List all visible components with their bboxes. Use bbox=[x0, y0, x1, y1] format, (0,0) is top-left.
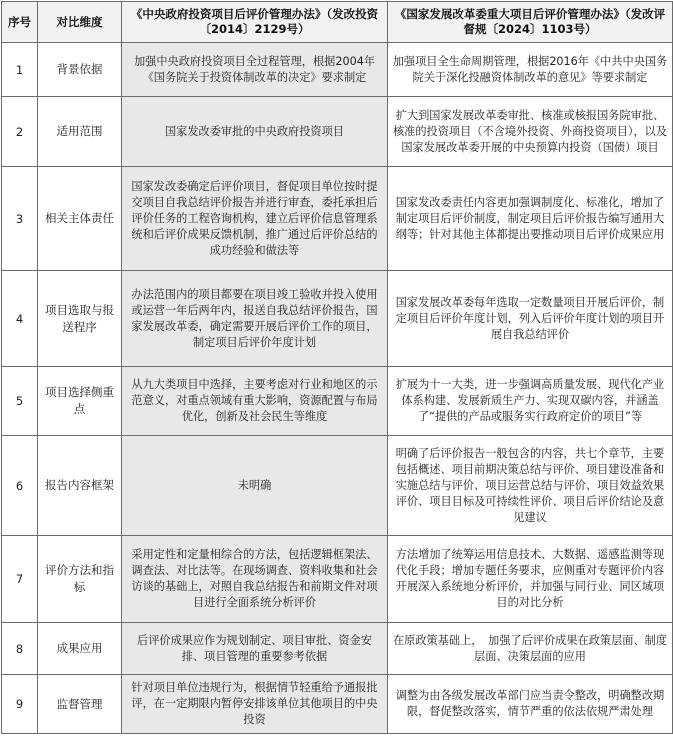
table-row bbox=[2, 623, 673, 675]
header-doc-a: 《中央政府投资项目后评价管理办法》（发改投资〔2014〕2129号） bbox=[122, 2, 388, 43]
row-number: 9 bbox=[2, 675, 38, 734]
header-dimension: 对比维度 bbox=[38, 2, 122, 43]
row-dimension: 评价方法和指标 bbox=[38, 536, 122, 623]
row-doc-a-text: 办法范围内的项目都要在项目竣工验收并投入使用或运营一年后两年内，报送自我总结评价报告，国家发展改革委，确定需要开展后评价工作的项目，制定项目后评价年度计划 bbox=[122, 271, 388, 367]
row-doc-b-text: 方法增加了统筹运用信息技术、大数据、遥感监测等现代化手段；增加专题任务要求，应侧重对专题评价内容开展深入系统地分析评价，并加强与同行业、同区域项目的对比分析 bbox=[388, 536, 673, 623]
row-doc-a-text: 未明确 bbox=[122, 436, 388, 536]
row-dimension: 项目选择侧重点 bbox=[38, 367, 122, 436]
table-row bbox=[2, 97, 673, 167]
row-number: 6 bbox=[2, 436, 38, 536]
row-number: 4 bbox=[2, 271, 38, 367]
row-dimension: 适用范围 bbox=[38, 97, 122, 167]
table-row bbox=[2, 271, 673, 367]
row-doc-a-text: 加强中央政府投资项目全过程管理，根据2004年《国务院关于投资体制改革的决定》要求制定 bbox=[122, 43, 388, 97]
row-doc-b-text: 扩展为十一大类，进一步强调高质量发展、现代化产业体系构建、发展新质生产力、实现双碳内容，并涵盖了“提供的产品或服务实行政府定价的项目”等 bbox=[388, 367, 673, 436]
row-doc-b-text: 加强项目全生命周期管理，根据2016年《中共中央国务院关于深化投融资体制改革的意见》等要求制定 bbox=[388, 43, 673, 97]
row-dimension: 监督管理 bbox=[38, 675, 122, 734]
header-doc-b: 《国家发展改革委重大项目后评价管理办法》（发改评督规〔2024〕1103号） bbox=[388, 2, 673, 43]
row-dimension: 项目选取与报送程序 bbox=[38, 271, 122, 367]
row-number: 8 bbox=[2, 623, 38, 675]
row-doc-b-text: 国家发改委责任内容更加强调制度化、标准化，增加了制定项目后评价制度，制定项目后评价报告编写通用大纲等；针对其他主体都提出要推动项目后评价成果应用 bbox=[388, 167, 673, 271]
row-doc-b-text: 扩大到国家发展改革委审批、核准或核报国务院审批、核准的投资项目（不含境外投资、外商投资项目），以及国家发展改革委开展的中央预算内投资（国债）项目 bbox=[388, 97, 673, 167]
row-doc-b-text: 国家发展改革委每年选取一定数量项目开展后评价，制定项目后评价年度计划，列入后评价年度计划的项目开展自我总结评价 bbox=[388, 271, 673, 367]
row-doc-a-text: 国家发改委确定后评价项目，督促项目单位按时提交项目自我总结评价报告并进行审查，委托承担后评价任务的工程咨询机构，建立后评价信息管理系统和后评价成果反馈机制，推广通过后评价总结的成功经验和做法等 bbox=[122, 167, 388, 271]
row-doc-a-text: 从九大类项目中选择，主要考虑对行业和地区的示范意义，对重点领域有重大影响，资源配置与布局优化，创新及社会民生等维度 bbox=[122, 367, 388, 436]
row-doc-a-text: 采用定性和定量相综合的方法，包括逻辑框架法、调查法、对比法等。在现场调查、资料收集和社会访谈的基础上，对照自我总结报告和前期文件对项目进行全面系统分析评价 bbox=[122, 536, 388, 623]
row-doc-b-text: 在原政策基础上， 加强了后评价成果在政策层面、制度层面、决策层面的应用 bbox=[388, 623, 673, 675]
row-number: 7 bbox=[2, 536, 38, 623]
row-number: 3 bbox=[2, 167, 38, 271]
row-dimension: 背景依据 bbox=[38, 43, 122, 97]
table-row bbox=[2, 367, 673, 436]
row-doc-b-text: 调整为由各级发展改革部门应当责令整改，明确整改期限，督促整改落实，情节严重的依法依规严肃处理 bbox=[388, 675, 673, 734]
row-doc-a-text: 后评价成果应作为规划制定、项目审批、资金安排、项目管理的重要参考依据 bbox=[122, 623, 388, 675]
row-doc-a-text: 国家发改委审批的中央政府投资项目 bbox=[122, 97, 388, 167]
row-dimension: 相关主体责任 bbox=[38, 167, 122, 271]
row-number: 1 bbox=[2, 43, 38, 97]
header-row bbox=[2, 2, 673, 43]
comparison-table bbox=[1, 1, 673, 734]
row-dimension: 成果应用 bbox=[38, 623, 122, 675]
row-dimension: 报告内容框架 bbox=[38, 436, 122, 536]
table-row bbox=[2, 167, 673, 271]
row-number: 5 bbox=[2, 367, 38, 436]
table-row bbox=[2, 536, 673, 623]
row-number: 2 bbox=[2, 97, 38, 167]
table-row bbox=[2, 43, 673, 97]
row-doc-b-text: 明确了后评价报告一般包含的内容，共七个章节，主要包括概述、项目前期决策总结与评价、项目建设准备和实施总结与评价、项目运营总结与评价、项目效益效果评价、项目目标及可持续性评价、项目后评价结论及意见建议 bbox=[388, 436, 673, 536]
row-doc-a-text: 针对项目单位违规行为，根据情节轻重给予通报批评，在一定期限内暂停安排该单位其他项目的中央投资 bbox=[122, 675, 388, 734]
header-no: 序号 bbox=[2, 2, 38, 43]
table-row bbox=[2, 675, 673, 734]
table-row bbox=[2, 436, 673, 536]
